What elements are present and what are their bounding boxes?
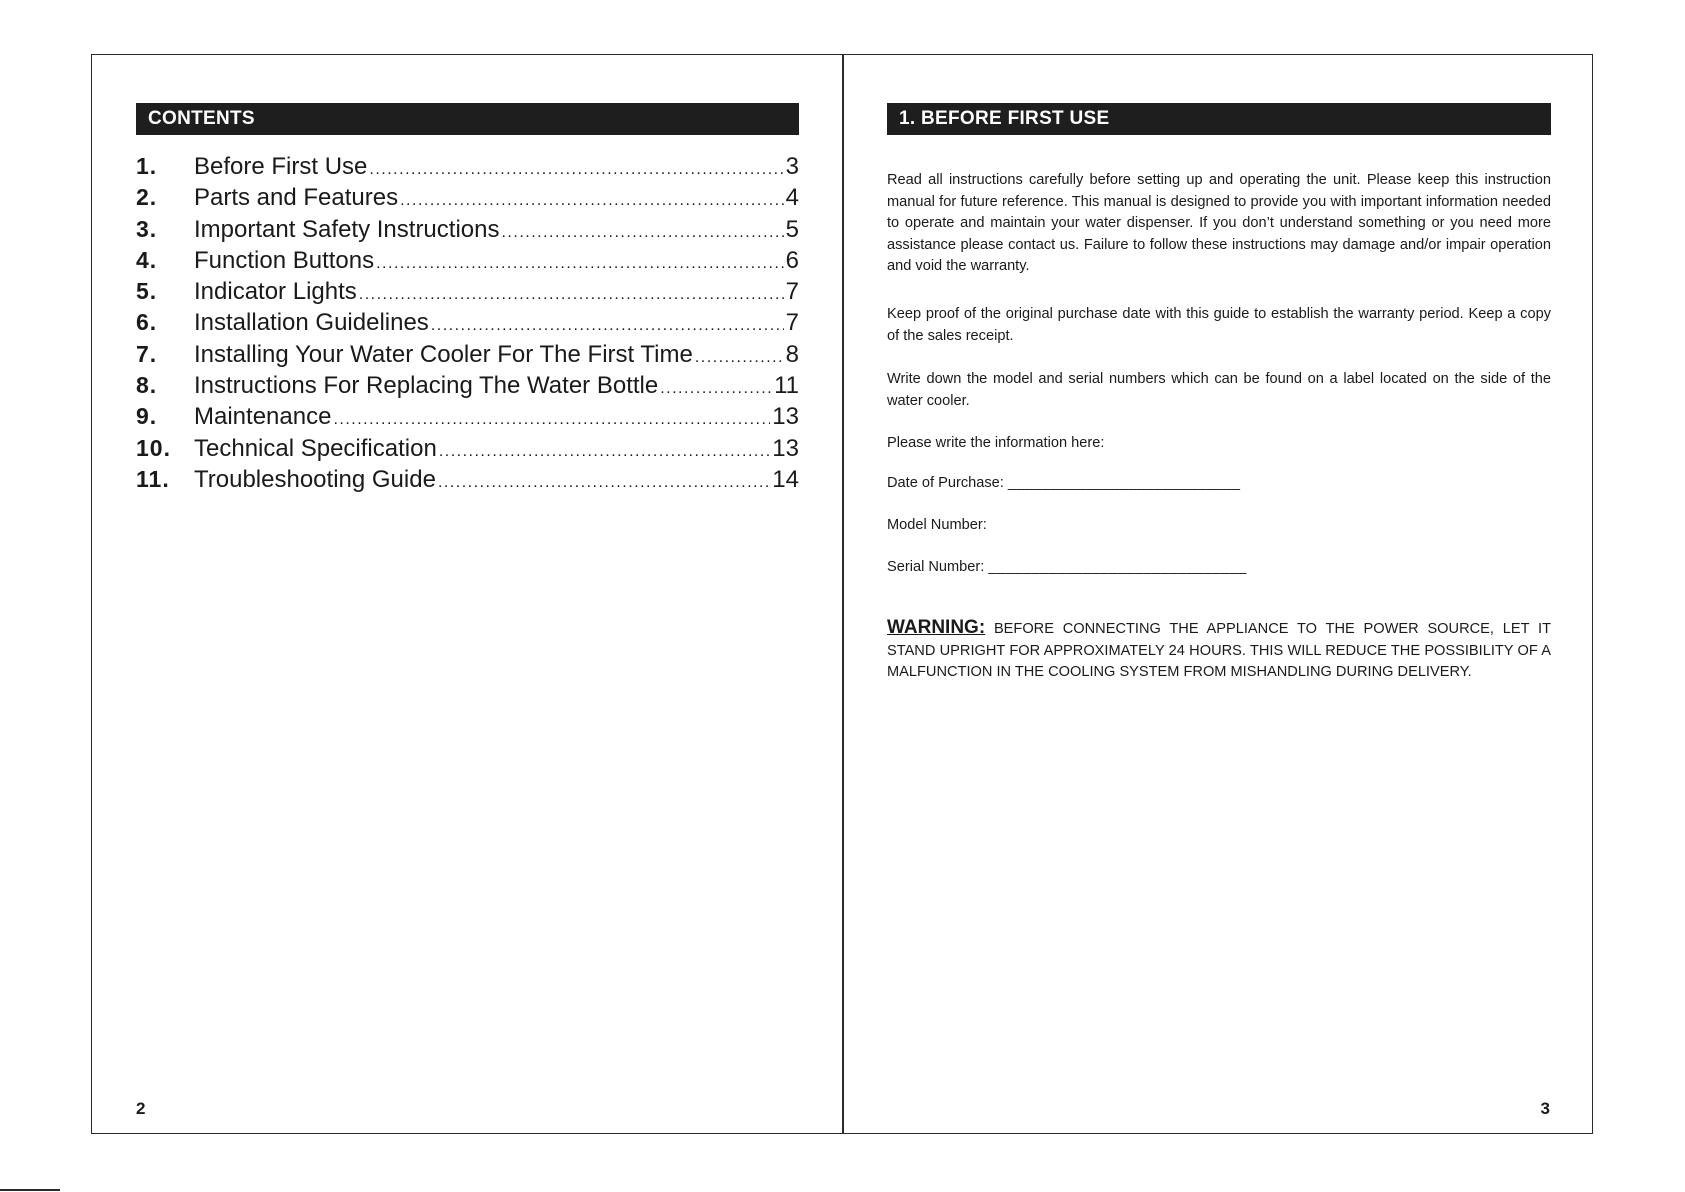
toc-number: 10. xyxy=(136,434,171,461)
toc-page-number: 6 xyxy=(785,246,799,274)
serial-number-label: Serial Number: xyxy=(887,559,985,575)
toc-page-number: 3 xyxy=(785,153,799,180)
warning-text: BEFORE CONNECTING THE APPLIANCE TO THE POWER SOURCE, LET IT STAND UPRIGHT FOR APPROXIMATELY 24 HOURS. THIS WILL REDUCE THE POSSIBILITY OF A MALFUNCTION IN THE COOLING SYSTEM FROM MISHANDLING DURING DELIVERY. xyxy=(887,621,1551,680)
toc-leader-dots xyxy=(438,467,770,498)
serial-number-field[interactable] xyxy=(887,557,1247,578)
toc-number: 11. xyxy=(136,465,170,492)
proof-of-purchase-paragraph: Keep proof of the original purchase date with this guide to establish the warranty period. Keep a copy of the sales receipt. xyxy=(887,306,1551,344)
toc-title: Installing Your Water Cooler For The First Time xyxy=(194,340,693,368)
center-fold-line xyxy=(842,54,844,1134)
toc-number: 5. xyxy=(136,278,158,305)
before-first-use-page xyxy=(843,55,1594,1133)
toc-leader-dots xyxy=(501,217,783,248)
page-number-right: 3 xyxy=(1540,1099,1550,1118)
toc-number: 2. xyxy=(136,184,158,211)
toc-leader-dots xyxy=(439,436,770,467)
toc-title: Instructions For Replacing The Water Bottle xyxy=(194,372,659,400)
toc-title: Indicator Lights xyxy=(194,278,357,306)
toc-entry[interactable] xyxy=(136,214,799,245)
toc-title: Function Buttons xyxy=(194,246,375,274)
toc-title: Before First Use xyxy=(194,153,368,180)
contents-page xyxy=(92,55,843,1133)
toc-page-number: 5 xyxy=(785,215,799,243)
toc-title: Parts and Features xyxy=(194,184,399,212)
toc-entry[interactable] xyxy=(136,433,799,464)
warning-notice xyxy=(887,617,1551,684)
toc-number: 9. xyxy=(136,403,158,430)
toc-leader-dots xyxy=(695,342,784,373)
toc-entry[interactable] xyxy=(136,182,799,213)
toc-page-number: 4 xyxy=(785,184,799,212)
toc-page-number: 7 xyxy=(785,278,799,306)
toc-leader-dots xyxy=(359,279,784,310)
toc-leader-dots xyxy=(431,310,784,341)
toc-entry[interactable] xyxy=(136,151,799,182)
date-of-purchase-field[interactable] xyxy=(887,473,1241,494)
toc-entry[interactable] xyxy=(136,276,799,307)
model-number-field[interactable] xyxy=(887,515,987,536)
toc-page-number: 8 xyxy=(785,340,799,368)
warning-label: WARNING: xyxy=(887,617,986,638)
toc-title: Installation Guidelines xyxy=(194,309,429,337)
toc-title: Technical Specification xyxy=(194,434,437,462)
toc-page-number: 11 xyxy=(774,372,799,400)
date-of-purchase-label: Date of Purchase: xyxy=(887,475,1004,491)
toc-page-number: 14 xyxy=(772,465,799,493)
before-first-use-heading: 1. BEFORE FIRST USE xyxy=(887,103,1551,135)
toc-title: Important Safety Instructions xyxy=(194,215,500,243)
toc-page-number: 7 xyxy=(785,309,799,337)
toc-title: Maintenance xyxy=(194,403,332,431)
toc-leader-dots xyxy=(376,248,784,279)
serial-number-blank[interactable]: ______________________________ xyxy=(988,559,1247,575)
model-serial-paragraph: Write down the model and serial numbers which can be found on a label located on the side of the water cooler. xyxy=(887,371,1551,409)
page-number-left: 2 xyxy=(136,1099,146,1118)
toc-entry[interactable] xyxy=(136,245,799,276)
toc-leader-dots xyxy=(333,404,770,435)
toc-page-number: 13 xyxy=(772,403,799,431)
toc-leader-dots xyxy=(369,154,783,185)
toc-number: 4. xyxy=(136,246,158,273)
table-of-contents xyxy=(136,151,799,495)
toc-leader-dots xyxy=(660,373,772,404)
toc-number: 7. xyxy=(136,340,158,367)
toc-title: Troubleshooting Guide xyxy=(194,465,436,493)
toc-number: 8. xyxy=(136,372,158,399)
toc-entry[interactable] xyxy=(136,464,799,495)
intro-paragraph: Read all instructions carefully before setting up and operating the unit. Please keep this instruction manual for future reference. This manual is designed to provide you with important information needed to operate and maintain your water dispenser. If you don’t understand something or you need more assistance please contact us. Failure to follow these instructions may damage and/or impair operation and void the warranty. xyxy=(887,172,1551,274)
write-info-paragraph: Please write the information here: xyxy=(887,435,1105,451)
toc-leader-dots xyxy=(400,185,784,216)
crop-mark xyxy=(0,1189,60,1191)
model-number-label: Model Number: xyxy=(887,517,987,533)
toc-number: 1. xyxy=(136,153,158,179)
toc-entry[interactable] xyxy=(136,307,799,338)
toc-entry[interactable] xyxy=(136,370,799,401)
toc-entry[interactable] xyxy=(136,339,799,370)
date-of-purchase-blank[interactable]: ___________________________ xyxy=(1007,475,1241,491)
toc-entry[interactable] xyxy=(136,401,799,432)
contents-heading: CONTENTS xyxy=(136,103,799,135)
toc-number: 3. xyxy=(136,215,158,242)
toc-page-number: 13 xyxy=(772,434,799,462)
toc-number: 6. xyxy=(136,309,158,336)
